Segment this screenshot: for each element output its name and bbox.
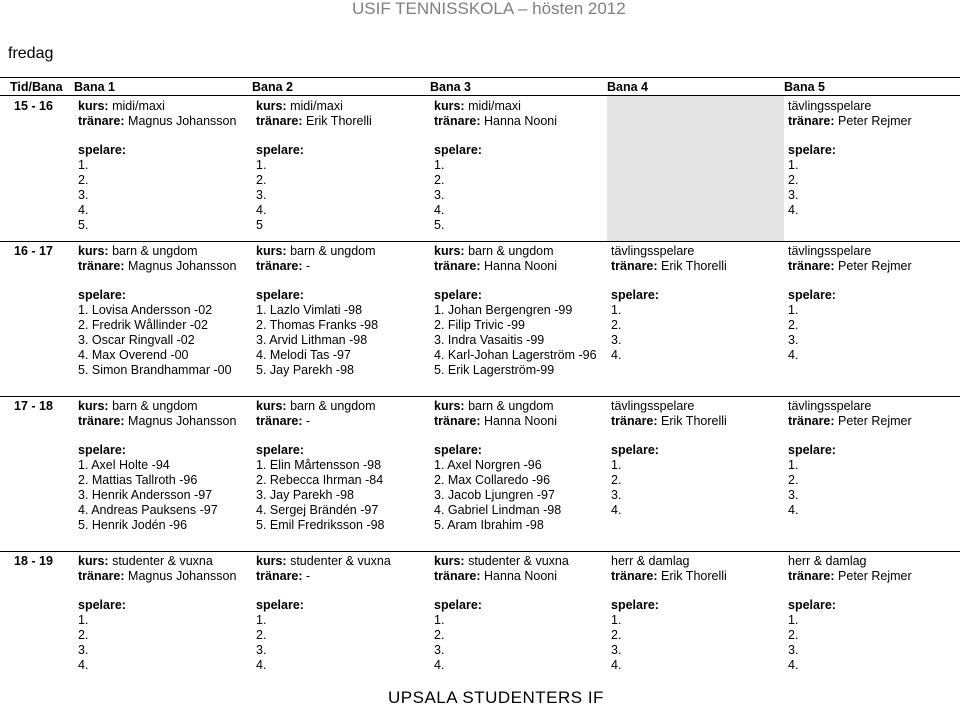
player-entry: 1. [434,613,445,627]
coach-name: Hanna Nooni [484,259,557,273]
player-entry: 1. [256,613,267,627]
coach-line [78,114,252,129]
column-header-court-4: Bana 4 [607,78,784,96]
player-entry: 4. [78,203,89,217]
course-label: kurs: [256,99,287,113]
player-entry: 1. [78,613,89,627]
player-entry: 3. Indra Vasaitis -99 [434,333,545,347]
course-line [78,554,252,569]
player-entry: 1. Johan Bergengren -99 [434,303,573,317]
player-entry: 2. [78,628,89,642]
course-name: tävlingsspelare [788,99,872,113]
player-entry: 2. [788,318,799,332]
course-line [788,99,960,114]
coach-line [256,569,430,584]
coach-name: Peter Rejmer [838,114,912,128]
coach-label: tränare: [788,569,835,583]
court-cell [74,96,252,242]
course-name: midi/maxi [112,99,165,113]
coach-line [256,414,430,429]
player-entry: 4. [256,203,267,217]
column-header-court-1: Bana 1 [74,78,252,96]
coach-name: Magnus Johansson [128,259,237,273]
coach-name: - [306,569,311,583]
coach-name: Erik Thorelli [661,569,727,583]
course-line [788,554,960,569]
coach-line [611,414,784,429]
course-line [434,399,607,414]
course-name: barn & ungdom [468,399,554,413]
time-slot: 15 - 16 [14,99,53,113]
court-cell [252,397,430,552]
player-entry: 3. [78,643,89,657]
course-line [434,244,607,259]
table-row [0,397,960,552]
player-entry: 2. [256,173,267,187]
schedule-body [0,96,960,692]
player-entry: 1. [788,158,799,172]
document-title: USIF TENNISSKOLA – hösten 2012 [352,0,626,18]
player-entry: 3. [788,188,799,202]
player-entry: 1. [788,303,799,317]
player-entry: 3. Jay Parekh -98 [256,488,354,502]
court-cell [74,242,252,397]
course-line [611,244,784,259]
player-entry: 5 [256,218,263,232]
court-cell [430,242,607,397]
player-entry: 4. Melodi Tas -97 [256,348,351,362]
player-entry: 2. [611,628,622,642]
player-entry: 4. [611,658,622,672]
players-label: spelare: [788,143,836,157]
player-entry: 1. [788,613,799,627]
player-entry: 2. Mattias Tallroth -96 [78,473,198,487]
coach-line [611,259,784,274]
player-entry: 4. Max Overend -00 [78,348,189,362]
players-label: spelare: [256,288,304,302]
players-label: spelare: [256,598,304,612]
player-entry: 3. [788,488,799,502]
court-cell [430,397,607,552]
coach-label: tränare: [256,414,303,428]
column-header-time: Tid/Bana [0,78,74,96]
player-entry: 4. [611,348,622,362]
player-entry: 3. [611,488,622,502]
players-label: spelare: [788,443,836,457]
course-line [256,554,430,569]
player-entry: 2. [788,173,799,187]
player-entry: 4. Andreas Pauksens -97 [78,503,218,517]
players-label: spelare: [434,443,482,457]
player-entry: 3. [78,188,89,202]
player-entry: 3. Oscar Ringvall -02 [78,333,195,347]
course-name: barn & ungdom [468,244,554,258]
player-entry: 1. [611,458,622,472]
schedule-table [0,77,960,691]
court-cell [784,96,960,242]
player-entry: 1. Lazlo Vimlati -98 [256,303,363,317]
player-entry: 3. Arvid Lithman -98 [256,333,368,347]
player-entry: 2. Max Collaredo -96 [434,473,551,487]
course-name: studenter & vuxna [468,554,569,568]
player-entry: 4. [78,658,89,672]
coach-name: Hanna Nooni [484,414,557,428]
players-label: spelare: [611,288,659,302]
coach-label: tränare: [256,569,303,583]
player-entry: 5. [434,218,445,232]
coach-name: Erik Thorelli [306,114,372,128]
player-entry: 4. [611,503,622,517]
player-entry: 5. Henrik Jodén -96 [78,518,188,532]
player-entry: 2. [256,628,267,642]
players-label: spelare: [78,443,126,457]
course-label: kurs: [256,244,287,258]
player-entry: 4. [434,658,445,672]
coach-name: Magnus Johansson [128,414,237,428]
player-entry: 2. Rebecca Ihrman -84 [256,473,384,487]
table-row [0,552,960,692]
player-entry: 4. [788,348,799,362]
coach-name: Hanna Nooni [484,114,557,128]
coach-line [788,114,960,129]
column-header-court-5: Bana 5 [784,78,960,96]
player-entry: 1. [256,158,267,172]
player-entry: 2. [788,473,799,487]
coach-name: Hanna Nooni [484,569,557,583]
coach-label: tränare: [788,114,835,128]
course-label: kurs: [78,244,109,258]
table-row [0,242,960,397]
court-cell-empty [607,96,784,242]
coach-name: - [306,414,311,428]
coach-label: tränare: [611,259,658,273]
course-name: barn & ungdom [290,244,376,258]
player-entry: 2. [434,173,445,187]
player-entry: 2. [78,173,89,187]
court-cell [430,96,607,242]
course-name: tävlingsspelare [611,399,695,413]
coach-label: tränare: [256,114,303,128]
court-cell [430,552,607,692]
coach-label: tränare: [434,569,481,583]
players-label: spelare: [78,288,126,302]
coach-label: tränare: [434,414,481,428]
coach-line [434,259,607,274]
court-cell [607,397,784,552]
coach-name: Magnus Johansson [128,114,237,128]
course-line [256,99,430,114]
player-entry: 1. Elin Mårtensson -98 [256,458,382,472]
table-header-row [0,78,960,96]
player-entry: 1. [434,158,445,172]
player-entry: 3. [788,643,799,657]
court-cell [252,242,430,397]
player-entry: 5. Aram Ibrahim -98 [434,518,544,532]
player-entry: 2. Fredrik Wållinder -02 [78,318,208,332]
course-label: kurs: [434,244,465,258]
court-cell [252,96,430,242]
player-entry: 2. [611,473,622,487]
course-name: midi/maxi [468,99,521,113]
player-entry: 2. [788,628,799,642]
coach-line [78,414,252,429]
players-label: spelare: [434,598,482,612]
coach-label: tränare: [256,259,303,273]
coach-name: Peter Rejmer [838,414,912,428]
player-entry: 2. [434,628,445,642]
players-label: spelare: [788,598,836,612]
course-name: midi/maxi [290,99,343,113]
court-cell [607,552,784,692]
course-label: kurs: [78,99,109,113]
course-line [256,399,430,414]
player-entry: 5. Simon Brandhammar -00 [78,363,232,377]
coach-name: - [306,259,311,273]
table-row [0,96,960,242]
players-label: spelare: [78,143,126,157]
court-cell [74,397,252,552]
players-label: spelare: [788,288,836,302]
player-entry: 5. Emil Fredriksson -98 [256,518,385,532]
player-entry: 3. [434,188,445,202]
player-entry: 5. [78,218,89,232]
coach-line [434,414,607,429]
court-cell [784,397,960,552]
coach-line [78,569,252,584]
player-entry: 1. [611,613,622,627]
course-line [78,244,252,259]
coach-label: tränare: [611,414,658,428]
player-entry: 3. Henrik Andersson -97 [78,488,213,502]
player-entry: 1. Axel Norgren -96 [434,458,542,472]
course-name: barn & ungdom [112,399,198,413]
coach-line [256,114,430,129]
player-entry: 4. [434,203,445,217]
court-cell [784,552,960,692]
player-entry: 2. Filip Trivic -99 [434,318,525,332]
player-entry: 4. Karl-Johan Lagerström -96 [434,348,597,362]
course-name: tävlingsspelare [788,244,872,258]
course-label: kurs: [434,554,465,568]
coach-line [611,569,784,584]
course-label: kurs: [434,99,465,113]
player-entry: 4. Gabriel Lindman -98 [434,503,562,517]
player-entry: 2. [611,318,622,332]
player-entry: 5. Jay Parekh -98 [256,363,354,377]
course-label: kurs: [78,399,109,413]
coach-label: tränare: [434,259,481,273]
course-name: barn & ungdom [290,399,376,413]
player-entry: 3. [788,333,799,347]
player-entry: 3. [611,333,622,347]
players-label: spelare: [434,143,482,157]
coach-line [788,259,960,274]
course-line [78,99,252,114]
course-line [434,99,607,114]
coach-line [78,259,252,274]
course-name: herr & damlag [611,554,690,568]
course-name: studenter & vuxna [112,554,213,568]
coach-line [256,259,430,274]
coach-label: tränare: [78,114,125,128]
column-header-court-3: Bana 3 [430,78,607,96]
course-label: kurs: [256,399,287,413]
player-entry: 3. Jacob Ljungren -97 [434,488,555,502]
course-line [78,399,252,414]
column-header-court-2: Bana 2 [252,78,430,96]
coach-name: Magnus Johansson [128,569,237,583]
course-line [788,399,960,414]
coach-name: Erik Thorelli [661,259,727,273]
coach-label: tränare: [611,569,658,583]
coach-line [788,569,960,584]
player-entry: 3. [611,643,622,657]
course-line [434,554,607,569]
course-name: barn & ungdom [112,244,198,258]
course-label: kurs: [78,554,109,568]
players-label: spelare: [256,443,304,457]
court-cell [74,552,252,692]
course-label: kurs: [256,554,287,568]
players-label: spelare: [611,443,659,457]
coach-label: tränare: [788,414,835,428]
course-label: kurs: [434,399,465,413]
players-label: spelare: [256,143,304,157]
coach-line [434,114,607,129]
court-cell [607,242,784,397]
course-name: studenter & vuxna [290,554,391,568]
player-entry: 1. Lovisa Andersson -02 [78,303,213,317]
coach-line [434,569,607,584]
player-entry: 1. [78,158,89,172]
course-name: herr & damlag [788,554,867,568]
player-entry: 3. [256,188,267,202]
time-slot: 18 - 19 [0,552,74,692]
coach-label: tränare: [434,114,481,128]
players-label: spelare: [611,598,659,612]
time-slot: 16 - 17 [0,242,74,397]
coach-label: tränare: [78,414,125,428]
course-line [788,244,960,259]
coach-line [788,414,960,429]
coach-label: tränare: [78,569,125,583]
players-label: spelare: [434,288,482,302]
player-entry: 4. [788,503,799,517]
footer-club-name: UPSALA STUDENTERS IF [388,688,604,707]
day-heading: fredag [8,45,54,62]
player-entry: 4. [256,658,267,672]
coach-label: tränare: [78,259,125,273]
course-line [256,244,430,259]
course-name: tävlingsspelare [788,399,872,413]
course-name: tävlingsspelare [611,244,695,258]
coach-name: Peter Rejmer [838,259,912,273]
player-entry: 3. [434,643,445,657]
player-entry: 4. Sergej Brändén -97 [256,503,379,517]
court-cell [252,552,430,692]
court-cell [784,242,960,397]
players-label: spelare: [78,598,126,612]
coach-name: Peter Rejmer [838,569,912,583]
coach-label: tränare: [788,259,835,273]
coach-name: Erik Thorelli [661,414,727,428]
player-entry: 4. [788,203,799,217]
player-entry: 1. Axel Holte -94 [78,458,170,472]
player-entry: 2. Thomas Franks -98 [256,318,379,332]
player-entry: 1. [611,303,622,317]
player-entry: 5. Erik Lagerström-99 [434,363,555,377]
course-line [611,554,784,569]
player-entry: 1. [788,458,799,472]
course-line [611,399,784,414]
player-entry: 3. [256,643,267,657]
player-entry: 4. [788,658,799,672]
time-slot: 17 - 18 [0,397,74,552]
